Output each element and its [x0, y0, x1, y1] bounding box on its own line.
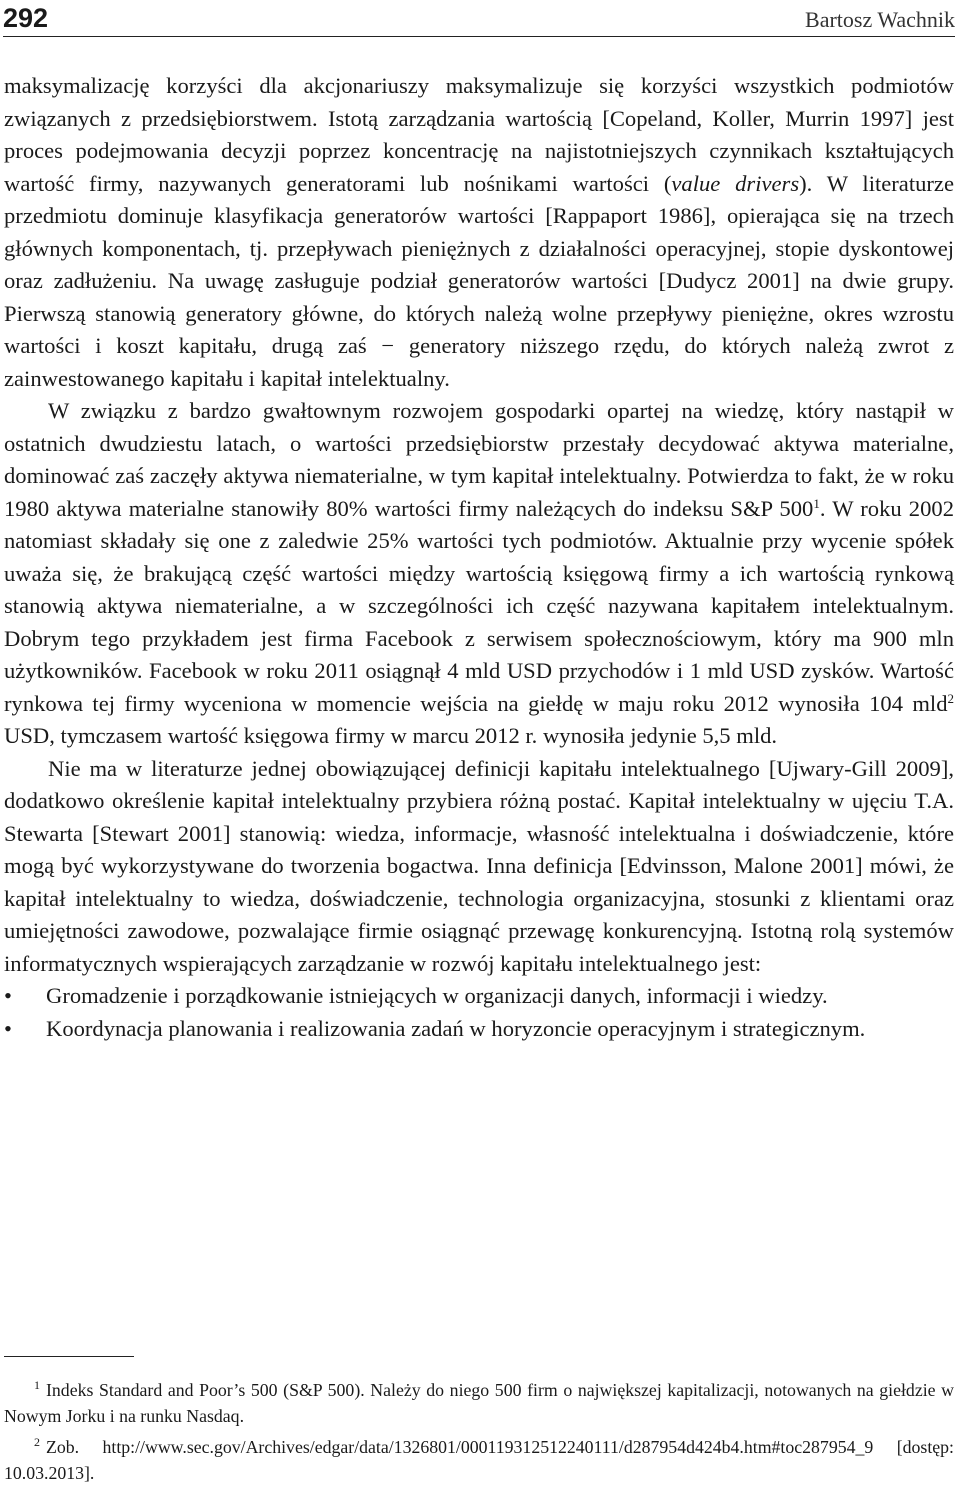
paragraph-2-text-b: . W roku 2002 natomiast składały się one z zaledwie 25% wartości tych podmiotów. Aktualnie przy wycenie spółek uważa się, że brakującą część wartości między wartością księgową firmy a ich wartością rynkową stanowią aktywa niematerialne, a w szczególności ich część nazywana kapitałem intelektualnym. Dobrym tego przykładem jest firma Facebook z serwisem społecznościowym, który ma 900 mln użytkowników. Facebook w roku 2011 osiągnął 4 mld USD przychodów i 1 mld USD zysków. Wartość rynkowa tej firmy wyceniona w momencie wejścia na giełdę w maju roku 2012 wynosiła 104 mld — [4, 495, 954, 716]
footnote-2-mark: 2 — [34, 1435, 40, 1450]
list-item — [4, 980, 954, 1013]
list-item-text: Koordynacja planowania i realizowania zadań w horyzoncie operacyjnym i strategicznym. — [46, 1015, 866, 1041]
bullet-list — [4, 980, 954, 1045]
footnote-divider — [4, 1356, 134, 1357]
running-author: Bartosz Wachnik — [805, 7, 955, 32]
page-number: 292 — [3, 3, 49, 33]
paragraph-1-text: maksymalizację korzyści dla akcjonariuszy maksymalizuje się korzyści wszystkich podmiotów związanych z przedsiębiorstwem. Istotą zarządzania wartością [Copeland, Koller, Murrin 1997] jest proces podejmowania decyzji poprzez koncentrację na najistotniejszych czynnikach kształtujących wartość firmy, nazywanych generatorami lub nośnikami wartości ( — [4, 73, 954, 196]
footnote-1 — [4, 1378, 954, 1429]
main-text — [4, 70, 954, 1045]
footnotes — [4, 1378, 954, 1492]
paragraph-1 — [4, 70, 954, 395]
bullet-icon: • — [4, 1015, 12, 1041]
running-header — [3, 2, 955, 37]
paragraph-2 — [4, 395, 954, 753]
paragraph-2-text-a: W związku z bardzo gwałtownym rozwojem gospodarki opartej na wiedzę, który nastąpił w ostatnich dwudziestu latach, o wartości przedsiębiorstw przestały decydować aktywa materialne, dominować zaś zaczęły aktywa niematerialne, w tym kapitał intelektualny. Potwierdza to fakt, że w roku 1980 aktywa materialne stanowiły 80% wartości firmy należących do indeksu S&P 500 — [4, 398, 954, 521]
footnote-ref-1[interactable]: 1 — [813, 495, 820, 511]
footnote-1-text: Indeks Standard and Poor’s 500 (S&P 500). Należy do niego 500 firm o największej kapitalizacji, notowanych na giełdzie w Nowym Jorku i na runku Nasdaq. — [4, 1380, 954, 1426]
value-drivers-term: value drivers — [671, 170, 800, 196]
footnote-1-mark: 1 — [34, 1378, 40, 1393]
paragraph-3: Nie ma w literaturze jednej obowiązującej definicji kapitału intelektualnego [Ujwary-Gill 2009], dodatkowo określenie kapitał intelektualny przybiera różną postać. Kapitał intelektualny w ujęciu T.A. Stewarta [Stewart 2001] stanowią: wiedza, informacje, własność intelektualna i doświadczenie, które mogą być wykorzystywane do tworzenia bogactwa. Inna definicja [Edvinsson, Malone 2001] mówi, że kapitał intelektualny to wiedza, doświadczenie, technologia organizacyjna, stosunki z klientami oraz umiejętności zawodowe, pozwalające firmie osiągnąć przewagę konkurencyjną. Istotną rolą systemów informatycznych wspierających zarządzanie w rozwój kapitału intelektualnego jest: — [4, 755, 954, 976]
footnote-2 — [4, 1435, 954, 1486]
list-item — [4, 1013, 954, 1046]
paragraph-2-text-c: USD, tymczasem wartość księgowa firmy w marcu 2012 r. wynosiła jedynie 5,5 mld. — [4, 723, 778, 748]
paragraph-1-end: ). W literaturze przedmiotu dominuje klasyfikacja generatorów wartości [Rappaport 1986], opierająca się na trzech głównych komponentach, tj. przepływach pieniężnych z działalności operacyjnej, stopie dyskontowej oraz zadłużeniu. Na uwagę zasługuje podział generatorów wartości [Dudycz 2001] na dwie grupy. Pierwszą stanowią generatory główne, do których należą wolne przepływy pieniężne, okres wzrostu wartości i koszt kapitału, drugą zaś − generatory niższego rzędu, do których należą zwrot z zainwestowanego kapitału i kapitał intelektualny. — [4, 170, 954, 391]
footnote-2-text[interactable]: Zob. http://www.sec.gov/Archives/edgar/data/1326801/000119312512240111/d287954d424b4.htm#toc287954_9 [dostęp: 10.03.2013]. — [4, 1437, 954, 1483]
bullet-icon: • — [4, 983, 12, 1008]
footnote-ref-2[interactable]: 2 — [947, 690, 954, 706]
list-item-text: Gromadzenie i porządkowanie istniejących w organizacji danych, informacji i wiedzy. — [46, 983, 828, 1008]
